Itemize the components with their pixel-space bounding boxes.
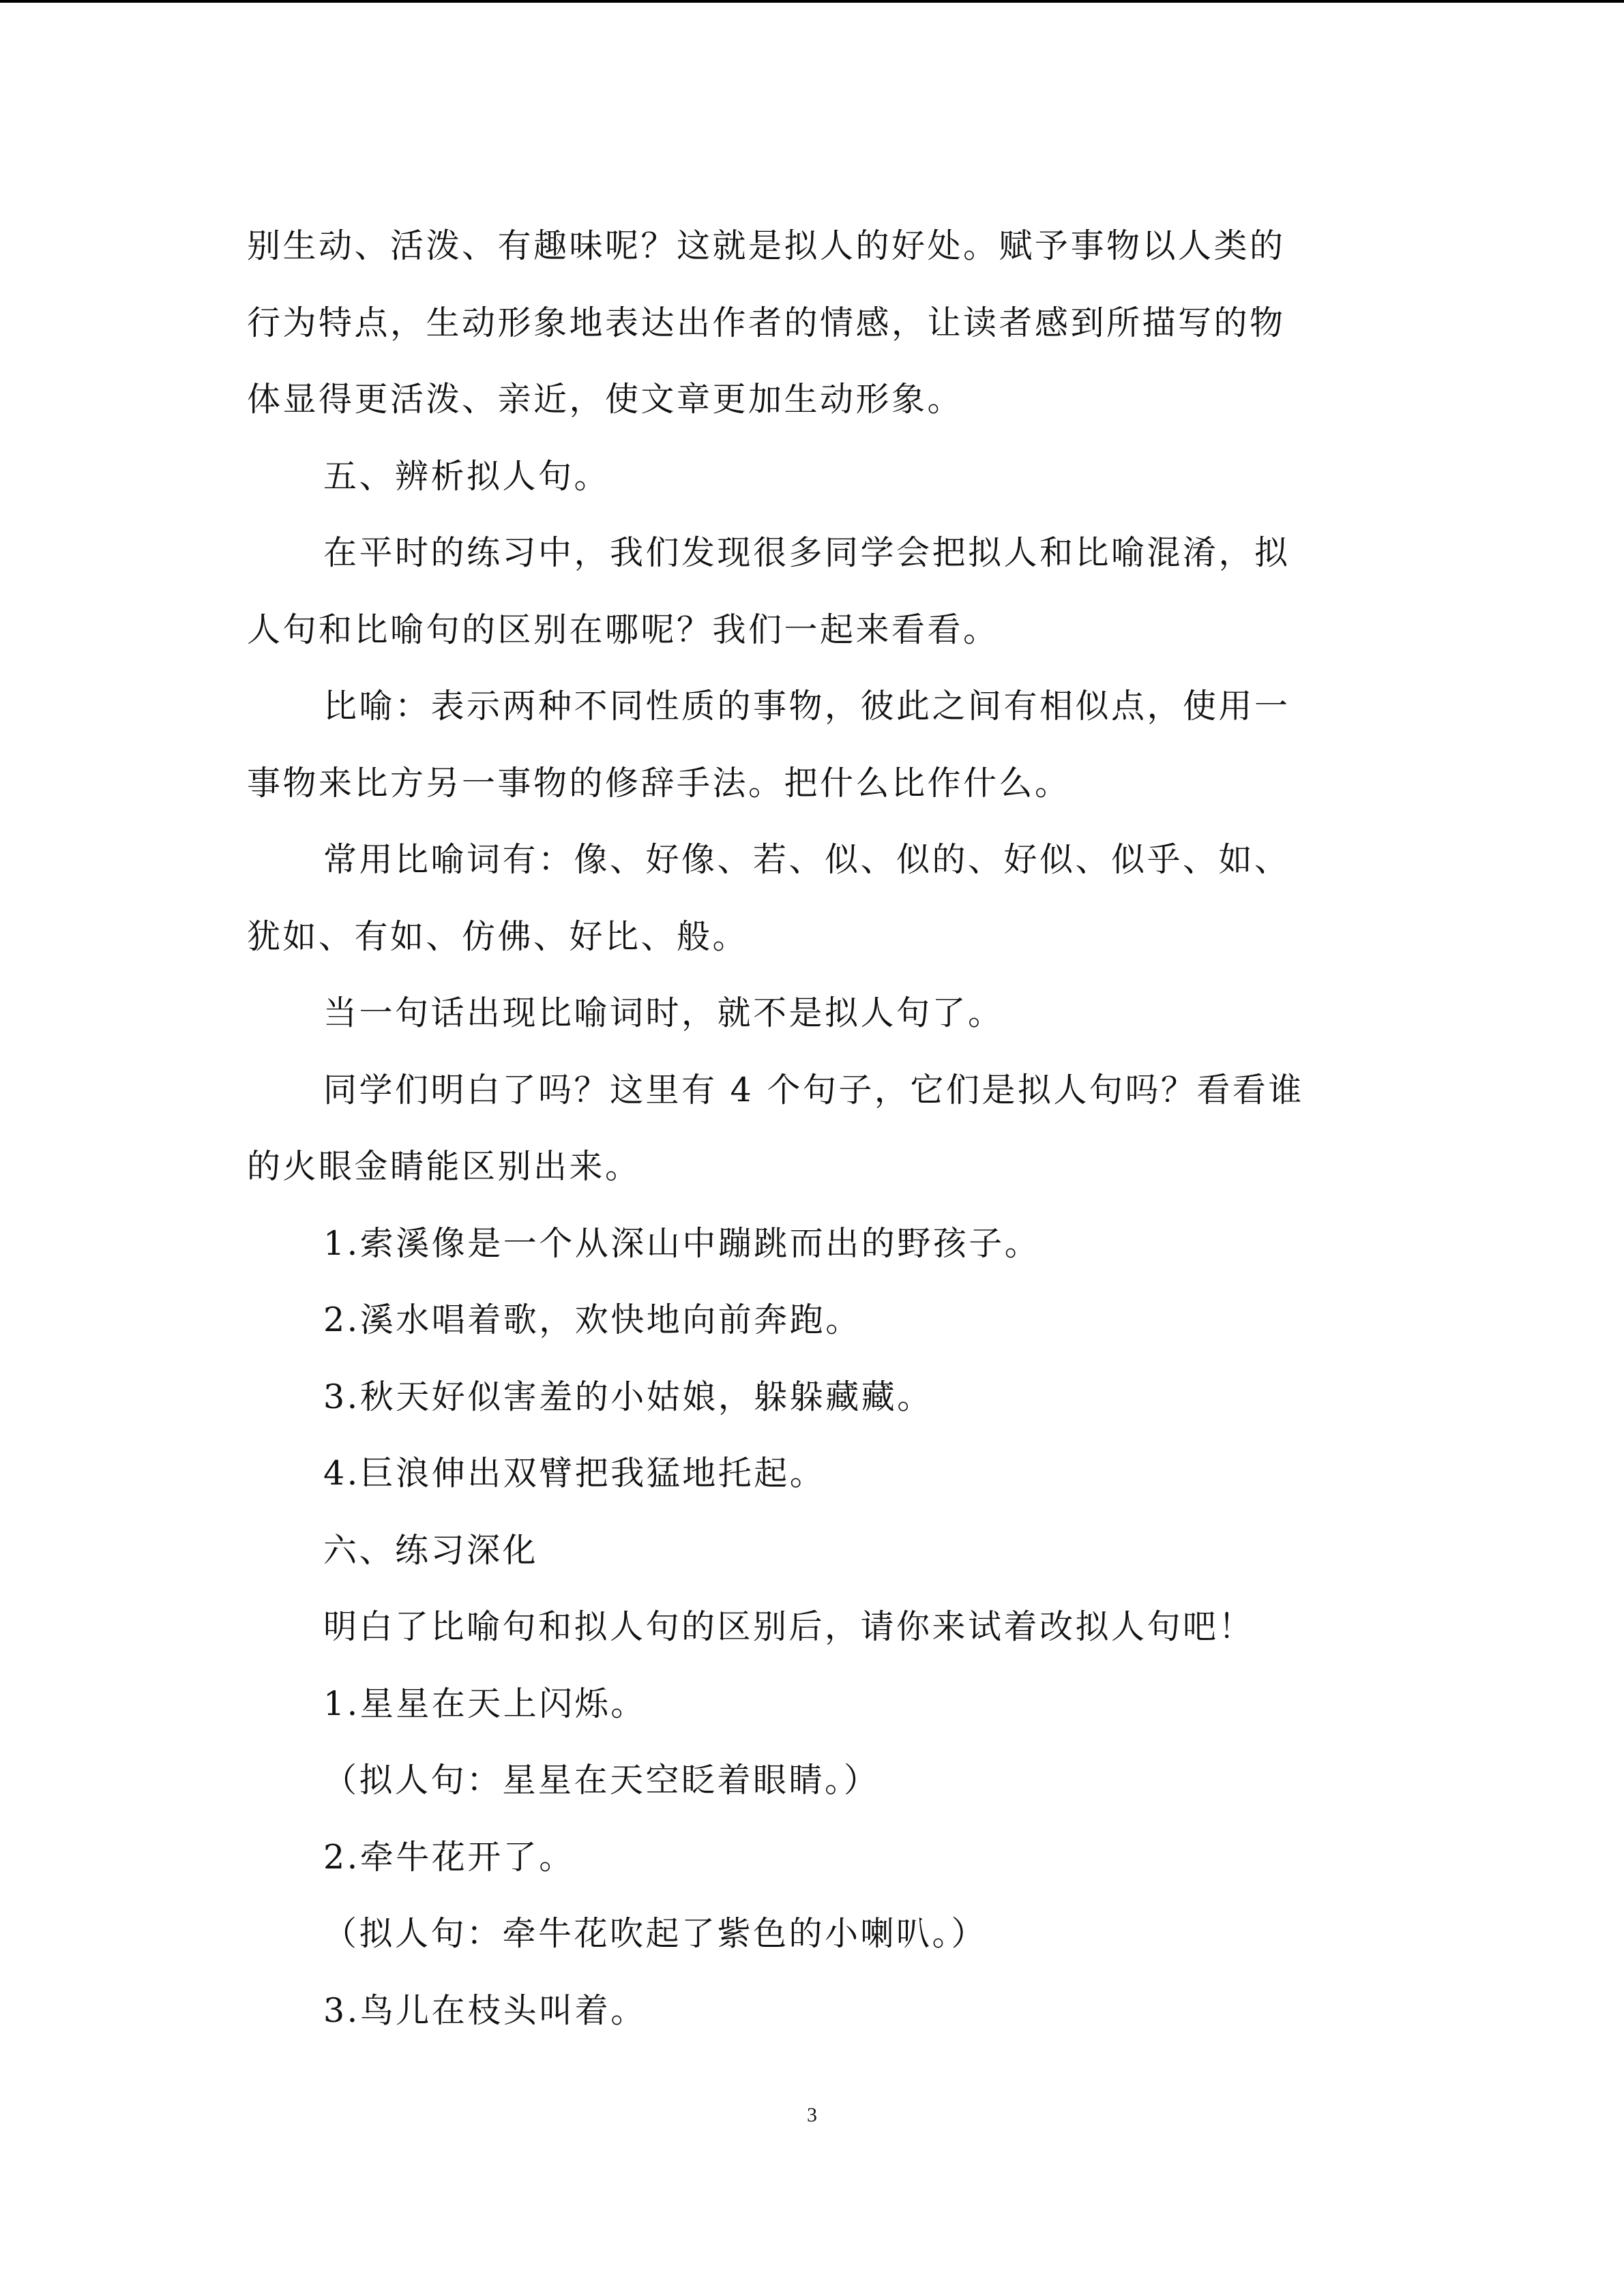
example-sentence: 3.秋天好似害羞的小姑娘，躲躲藏藏。: [323, 1377, 933, 1416]
document-body: [247, 208, 1365, 2049]
example-sentence: 4.巨浪伸出双臂把我猛地托起。: [323, 1454, 826, 1493]
text-line: 体显得更活泼、亲近，使文章更加生动形象。: [247, 380, 964, 419]
example-sentence: 2.溪水唱着歌，欢快地向前奔跑。: [323, 1300, 861, 1339]
top-border-line: [0, 0, 1624, 3]
exercise-answer: （拟人句：星星在天空眨着眼睛。）: [323, 1761, 880, 1800]
text-line: 明白了比喻句和拟人句的区别后，请你来试着改拟人句吧！: [323, 1607, 1255, 1646]
page-number: 3: [807, 2104, 817, 2126]
text-line: 比喻：表示两种不同性质的事物，彼此之间有相似点，使用一: [323, 687, 1290, 726]
text-line: 常用比喻词有：像、好像、若、似、似的、好似、似乎、如、: [323, 840, 1290, 879]
text-line: 事物来比方另一事物的修辞手法。把什么比作什么。: [247, 763, 1071, 803]
text-line: 人句和比喻句的区别在哪呢？我们一起来看看。: [247, 610, 999, 649]
text-line: 的火眼金睛能区别出来。: [247, 1147, 641, 1186]
text-line: 行为特点，生动形象地表达出作者的情感，让读者感到所描写的物: [247, 303, 1286, 342]
text-line: 犹如、有如、仿佛、好比、般。: [247, 916, 749, 956]
text-line: 别生动、活泼、有趣味呢？这就是拟人的好处。赋予事物以人类的: [247, 226, 1286, 265]
section-heading: 六、练习深化: [323, 1530, 539, 1570]
text-line: 当一句话出现比喻词时，就不是拟人句了。: [323, 994, 1004, 1032]
exercise-item: 3.鸟儿在枝头叫着。: [323, 1991, 647, 2030]
example-sentence: 1.索溪像是一个从深山中蹦跳而出的野孩子。: [323, 1223, 1041, 1263]
text-line: 同学们明白了吗？这里有 4 个句子，它们是拟人句吗？看看谁: [323, 1070, 1304, 1109]
section-heading: 五、辨析拟人句。: [323, 456, 610, 496]
exercise-item: 1.星星在天上闪烁。: [323, 1684, 647, 1723]
text-line: 在平时的练习中，我们发现很多同学会把拟人和比喻混淆，拟: [323, 533, 1290, 572]
exercise-answer: （拟人句：牵牛花吹起了紫色的小喇叭。）: [323, 1914, 988, 1953]
exercise-item: 2.牵牛花开了。: [323, 1837, 575, 1877]
